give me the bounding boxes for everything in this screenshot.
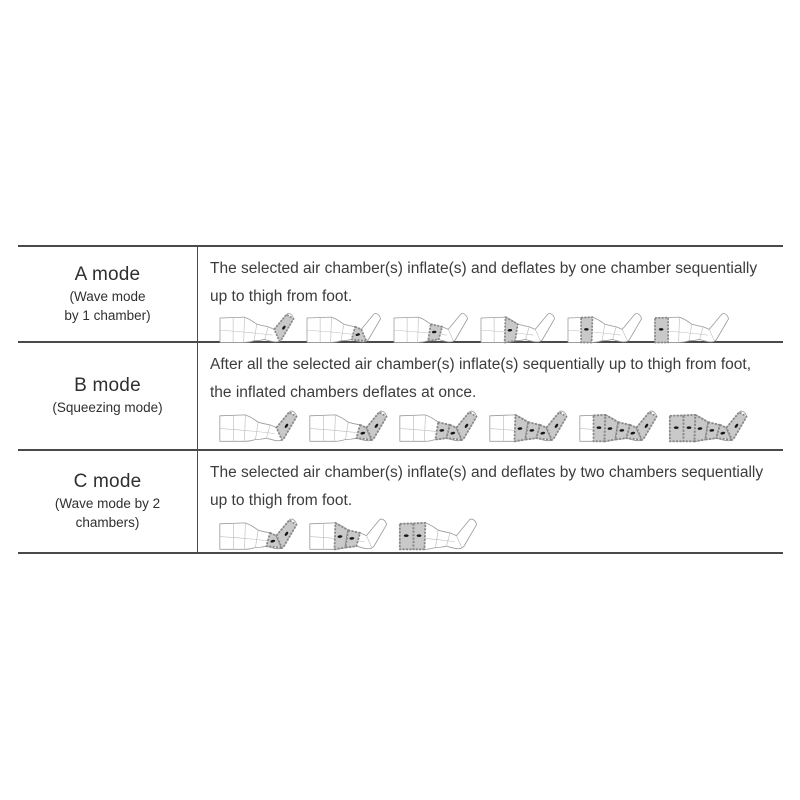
leg-diagram-frame: [578, 407, 662, 445]
mode-subtitle-a: (Wave mode by 1 chamber): [64, 288, 151, 323]
mode-title-a: A mode: [74, 263, 141, 285]
mode-description-c: The selected air chamber(s) inflate(s) and deflates by two chambers sequentially up to thigh from foot.: [210, 464, 764, 509]
leg-diagram-frame: [488, 407, 572, 445]
leg-diagram-frame: [308, 515, 392, 553]
mode-row-a: [18, 247, 783, 343]
leg-diagram-frame: [308, 407, 392, 445]
leg-diagram-frame: [398, 515, 482, 553]
leg-diagram-frame: [305, 311, 386, 346]
modes-table: [18, 245, 783, 554]
leg-diagram-frame: [218, 407, 302, 445]
mode-row-b: [18, 343, 783, 451]
mode-label-cell-a: [18, 247, 198, 341]
leg-diagram-frame: [653, 311, 734, 346]
leg-diagram-frame: [392, 311, 473, 346]
mode-description-b: After all the selected air chamber(s) inflate(s) sequentially up to thigh from foot, the inflated chambers deflates at once.: [210, 356, 752, 401]
mode-desc-cell-b: [198, 343, 783, 449]
leg-diagram-frame: [479, 311, 560, 346]
leg-diagram-frame: [566, 311, 647, 346]
mode-desc-cell-a: [198, 247, 783, 341]
leg-diagram-frame: [218, 515, 302, 553]
mode-title-b: B mode: [74, 375, 141, 396]
mode-subtitle-c: (Wave mode by 2 chambers): [54, 496, 161, 530]
mode-description-a: The selected air chamber(s) inflate(s) and deflates by one chamber sequentially up to thigh from foot.: [210, 260, 758, 305]
mode-title-c: C mode: [73, 471, 142, 492]
mode-label-cell-c: [18, 451, 198, 552]
leg-diagram-frame: [668, 407, 752, 445]
leg-sequence: [210, 515, 781, 559]
leg-sequence: [210, 311, 781, 347]
mode-label-cell-b: [18, 343, 198, 449]
leg-diagram-frame: [218, 311, 299, 346]
leg-sequence: [210, 407, 781, 449]
mode-subtitle-b: (Squeezing mode): [52, 400, 163, 415]
mode-desc-cell-c: [198, 451, 783, 552]
mode-row-c: [18, 451, 783, 552]
leg-diagram-frame: [398, 407, 482, 445]
